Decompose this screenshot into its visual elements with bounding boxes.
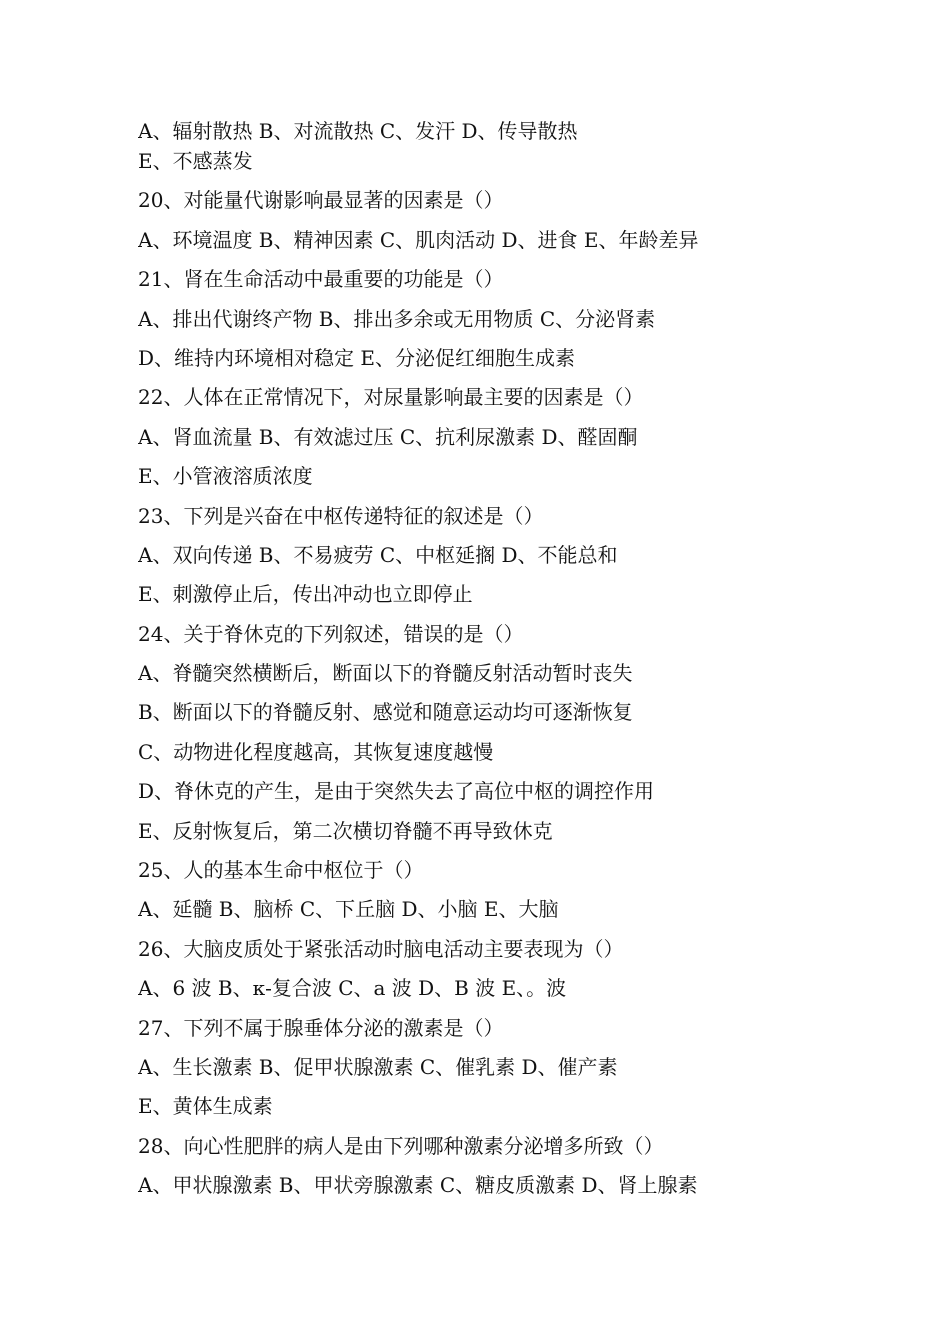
question-line: 26、大脑皮质处于紧张活动时脑电活动主要表现为（） — [138, 936, 624, 961]
option-line: E、不感蒸发 — [138, 149, 253, 173]
option-line: E、黄体生成素 — [138, 1094, 273, 1119]
option-line: A、双向传递 B、不易疲劳 C、中枢延搁 D、不能总和 — [138, 542, 618, 567]
question-line: 28、向心性肥胖的病人是由下列哪种激素分泌增多所致（） — [138, 1133, 664, 1158]
option-line: A、肾血流量 B、有效滤过压 C、抗利尿激素 D、醛固酮 — [138, 424, 638, 449]
question-line: 21、肾在生命活动中最重要的功能是（） — [138, 267, 504, 292]
question-line: 25、人的基本生命中枢位于（） — [138, 858, 424, 883]
option-line: D、脊休克的产生，是由于突然失去了高位中枢的调控作用 — [138, 779, 655, 804]
option-line: C、动物进化程度越高，其恢复速度越慢 — [138, 739, 494, 764]
question-line: 23、下列是兴奋在中枢传递特征的叙述是（） — [138, 503, 544, 528]
option-line: A、甲状腺激素 B、甲状旁腺激素 C、糖皮质激素 D、肾上腺素 — [138, 1173, 698, 1198]
option-line: A、排出代谢终产物 B、排出多余或无用物质 C、分泌肾素 — [138, 306, 656, 331]
option-line: A、脊髓突然横断后，断面以下的脊髓反射活动暂时丧失 — [138, 661, 633, 686]
question-line: 27、下列不属于腺垂体分泌的激素是（） — [138, 1015, 504, 1040]
question-text-block — [138, 116, 898, 1210]
option-line: A、延髓 B、脑桥 C、下丘脑 D、小脑 E、大脑 — [138, 897, 559, 922]
option-line: A、生长激素 B、促甲状腺激素 C、催乳素 D、催产素 — [138, 1054, 618, 1079]
option-line: E、小管液溶质浓度 — [138, 464, 313, 489]
option-line: A、环境温度 B、精神因素 C、肌肉活动 D、进食 E、年龄差异 — [138, 227, 699, 252]
question-line: 20、对能量代谢影响最显著的因素是（） — [138, 188, 504, 213]
option-line: A、辐射散热 B、对流散热 C、发汗 D、传导散热 — [138, 119, 578, 143]
question-line: 22、人体在正常情况下，对尿量影响最主要的因素是（） — [138, 385, 644, 410]
option-line: B、断面以下的脊髓反射、感觉和随意运动均可逐渐恢复 — [138, 700, 633, 725]
question-line: 24、关于脊休克的下列叙述，错误的是（） — [138, 621, 524, 646]
option-line: D、维持内环境相对稳定 E、分泌促红细胞生成素 — [138, 345, 575, 370]
option-line: E、刺激停止后，传出冲动也立即停止 — [138, 582, 473, 607]
option-line: A、6 波 B、κ-复合波 C、a 波 D、B 波 E、。波 — [138, 976, 567, 1001]
option-line: E、反射恢复后，第二次横切脊髓不再导致休克 — [138, 818, 553, 843]
